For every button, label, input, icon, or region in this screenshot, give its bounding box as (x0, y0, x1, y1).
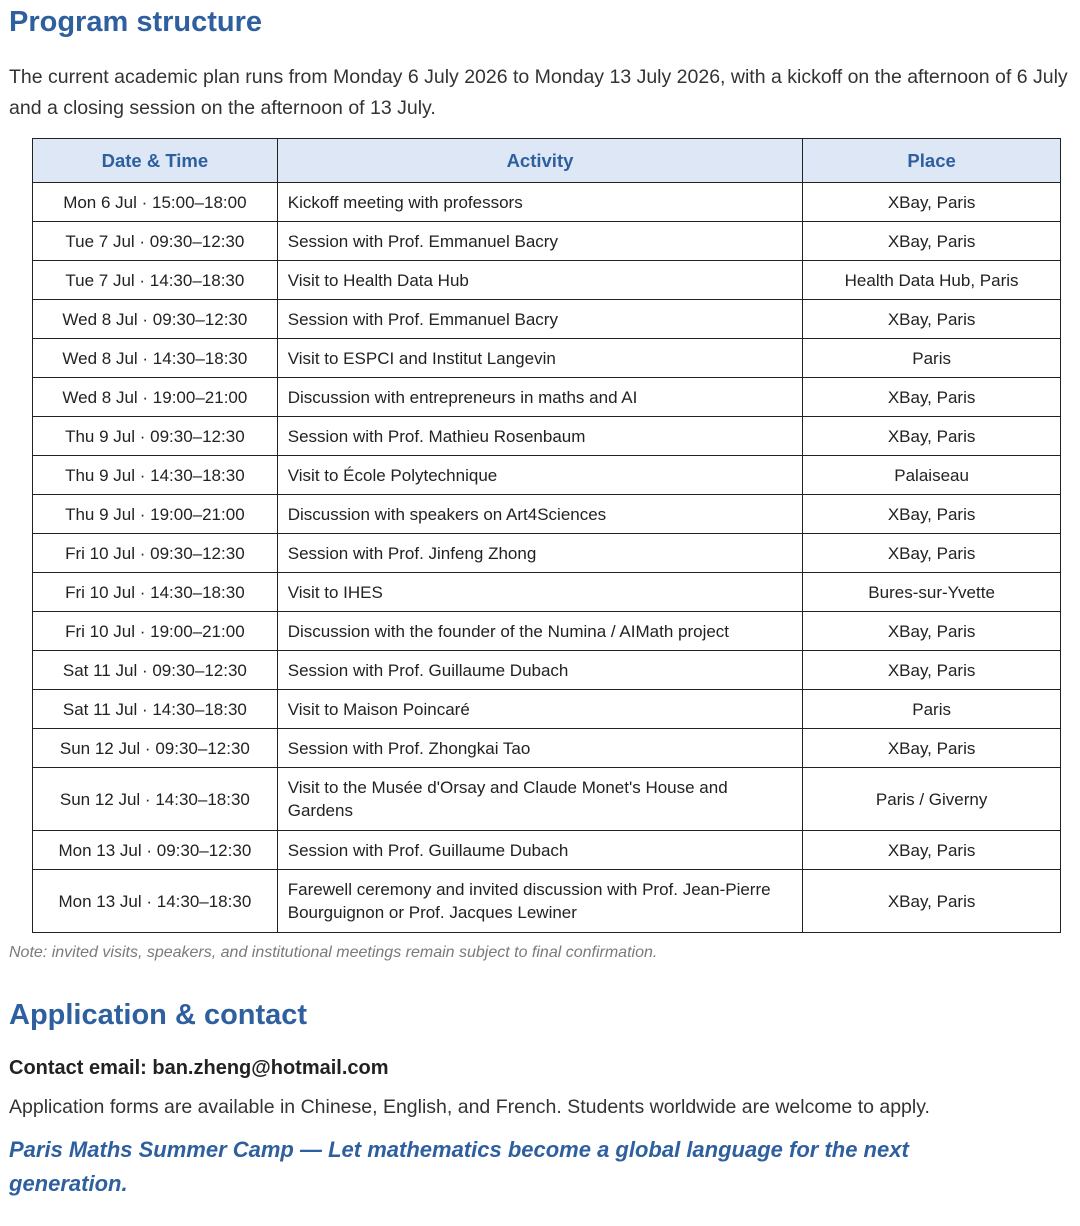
cell-date-time: Sat 11 Jul · 09:30–12:30 (33, 651, 278, 690)
cell-date-time: Wed 8 Jul · 09:30–12:30 (33, 300, 278, 339)
cell-place: XBay, Paris (803, 222, 1061, 261)
table-row (33, 300, 1061, 339)
cell-place: Paris (803, 339, 1061, 378)
cell-place: Palaiseau (803, 456, 1061, 495)
cell-date-time: Fri 10 Jul · 19:00–21:00 (33, 612, 278, 651)
contact-email: Contact email: ban.zheng@hotmail.com (9, 1057, 389, 1079)
cell-place: XBay, Paris (803, 651, 1061, 690)
table-row (33, 378, 1061, 417)
cell-place: XBay, Paris (803, 870, 1061, 933)
cell-activity: Visit to Maison Poincaré (277, 690, 802, 729)
cell-place: Paris (803, 690, 1061, 729)
cell-activity: Farewell ceremony and invited discussion with Prof. Jean-Pierre Bourguignon or Prof. Jacques Lewiner (277, 870, 802, 933)
cell-activity: Visit to Health Data Hub (277, 261, 802, 300)
table-row (33, 573, 1061, 612)
cell-activity: Visit to ESPCI and Institut Langevin (277, 339, 802, 378)
table-row (33, 261, 1061, 300)
cell-date-time: Fri 10 Jul · 14:30–18:30 (33, 573, 278, 612)
program-heading: Program structure (9, 6, 263, 38)
cell-activity: Visit to École Polytechnique (277, 456, 802, 495)
cell-place: Paris / Giverny (803, 768, 1061, 831)
cell-date-time: Thu 9 Jul · 14:30–18:30 (33, 456, 278, 495)
cell-date-time: Sat 11 Jul · 14:30–18:30 (33, 690, 278, 729)
cell-place: XBay, Paris (803, 729, 1061, 768)
cell-activity: Session with Prof. Jinfeng Zhong (277, 534, 802, 573)
header-date-time: Date & Time (33, 139, 278, 183)
schedule-table (32, 138, 1061, 933)
cell-activity: Session with Prof. Guillaume Dubach (277, 831, 802, 870)
cell-date-time: Wed 8 Jul · 19:00–21:00 (33, 378, 278, 417)
cell-activity: Discussion with speakers on Art4Sciences (277, 495, 802, 534)
cell-date-time: Wed 8 Jul · 14:30–18:30 (33, 339, 278, 378)
cell-place: Bures-sur-Yvette (803, 573, 1061, 612)
cell-date-time: Mon 13 Jul · 09:30–12:30 (33, 831, 278, 870)
table-row (33, 495, 1061, 534)
cell-activity: Discussion with the founder of the Numina / AIMath project (277, 612, 802, 651)
cell-activity: Session with Prof. Zhongkai Tao (277, 729, 802, 768)
cell-place: XBay, Paris (803, 417, 1061, 456)
cell-place: XBay, Paris (803, 183, 1061, 222)
cell-activity: Session with Prof. Mathieu Rosenbaum (277, 417, 802, 456)
cell-place: XBay, Paris (803, 612, 1061, 651)
table-row (33, 831, 1061, 870)
program-intro: The current academic plan runs from Monday 6 July 2026 to Monday 13 July 2026, with a kickoff on the afternoon of 6 July and a closing session on the afternoon of 13 July. (9, 66, 1068, 119)
confirmation-note: Note: invited visits, speakers, and institutional meetings remain subject to final confirmation. (9, 944, 658, 961)
cell-date-time: Fri 10 Jul · 09:30–12:30 (33, 534, 278, 573)
cell-place: XBay, Paris (803, 831, 1061, 870)
header-activity: Activity (277, 139, 802, 183)
table-row (33, 768, 1061, 831)
cell-place: Health Data Hub, Paris (803, 261, 1061, 300)
application-heading: Application & contact (9, 999, 308, 1031)
cell-activity: Visit to the Musée d'Orsay and Claude Monet's House and Gardens (277, 768, 802, 831)
cell-date-time: Mon 6 Jul · 15:00–18:00 (33, 183, 278, 222)
cell-activity: Session with Prof. Guillaume Dubach (277, 651, 802, 690)
cell-activity: Discussion with entrepreneurs in maths and AI (277, 378, 802, 417)
table-row (33, 222, 1061, 261)
tagline: Paris Maths Summer Camp — Let mathematics become a global language for the next generation. (9, 1137, 909, 1196)
header-place: Place (803, 139, 1061, 183)
table-row (33, 183, 1061, 222)
table-header-row (33, 139, 1061, 183)
table-row (33, 690, 1061, 729)
cell-date-time: Tue 7 Jul · 09:30–12:30 (33, 222, 278, 261)
cell-date-time: Tue 7 Jul · 14:30–18:30 (33, 261, 278, 300)
cell-date-time: Thu 9 Jul · 09:30–12:30 (33, 417, 278, 456)
cell-date-time: Thu 9 Jul · 19:00–21:00 (33, 495, 278, 534)
cell-date-time: Mon 13 Jul · 14:30–18:30 (33, 870, 278, 933)
cell-place: XBay, Paris (803, 300, 1061, 339)
cell-place: XBay, Paris (803, 378, 1061, 417)
table-row (33, 870, 1061, 933)
table-row (33, 417, 1061, 456)
cell-date-time: Sun 12 Jul · 14:30–18:30 (33, 768, 278, 831)
table-row (33, 651, 1061, 690)
cell-date-time: Sun 12 Jul · 09:30–12:30 (33, 729, 278, 768)
table-row (33, 612, 1061, 651)
cell-activity: Visit to IHES (277, 573, 802, 612)
cell-activity: Session with Prof. Emmanuel Bacry (277, 222, 802, 261)
table-row (33, 339, 1061, 378)
table-row (33, 456, 1061, 495)
cell-place: XBay, Paris (803, 534, 1061, 573)
cell-activity: Kickoff meeting with professors (277, 183, 802, 222)
table-row (33, 729, 1061, 768)
application-forms-text: Application forms are available in Chinese, English, and French. Students worldwide are welcome to apply. (9, 1096, 930, 1118)
cell-activity: Session with Prof. Emmanuel Bacry (277, 300, 802, 339)
table-row (33, 534, 1061, 573)
cell-place: XBay, Paris (803, 495, 1061, 534)
